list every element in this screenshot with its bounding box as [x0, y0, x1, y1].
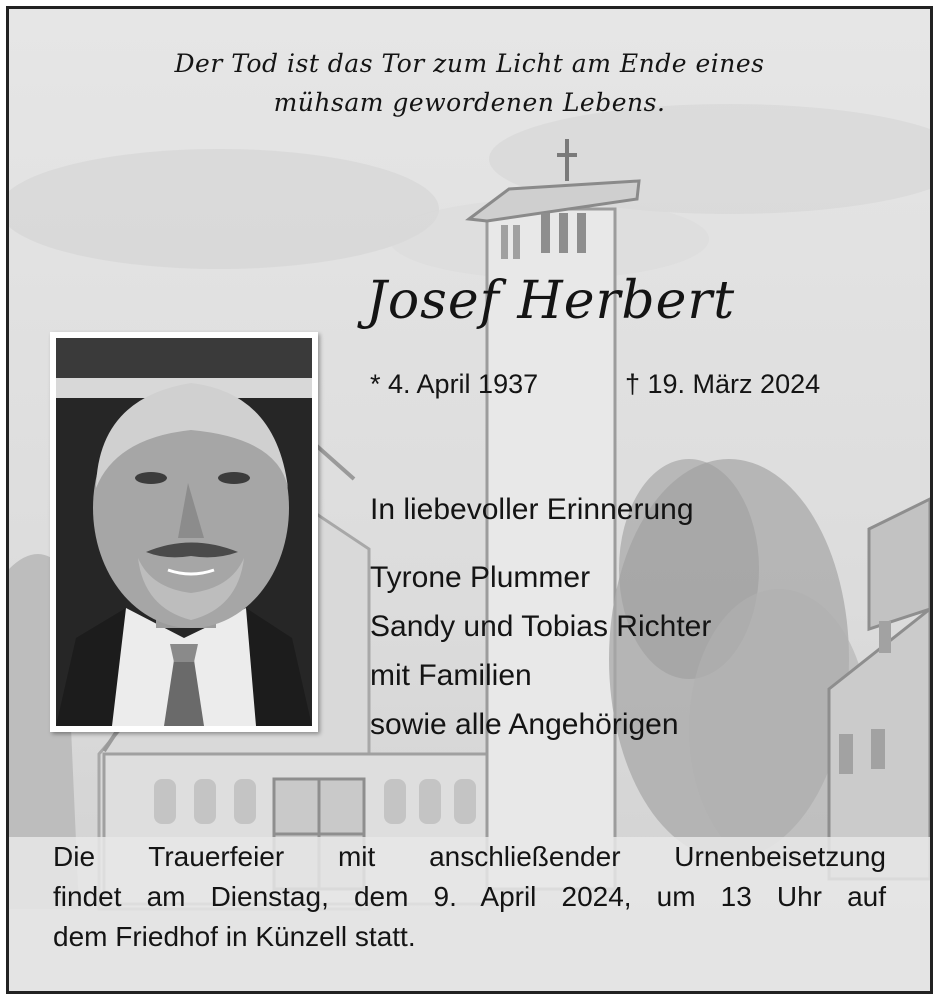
obituary-notice — [6, 6, 933, 994]
mourner-line: mit Familien — [370, 659, 532, 692]
mourner-line: Tyrone Plummer — [370, 561, 591, 594]
motto-line-2: mühsam gewordenen Lebens. — [273, 88, 666, 117]
deceased-name: Josef Herbert — [366, 271, 736, 331]
funeral-info-line: findet am Dienstag, dem 9. April 2024, um 13 Uhr auf — [53, 881, 886, 912]
mourner-line: sowie alle Angehörigen — [370, 708, 679, 741]
portrait-photo-frame — [50, 332, 318, 732]
motto-line-1: Der Tod ist das Tor zum Licht am Ende eines — [174, 49, 765, 78]
funeral-info-line: dem Friedhof in Künzell statt. — [53, 921, 416, 952]
funeral-info-line: Die Trauerfeier mit anschließender Urnenbeisetzung — [53, 841, 886, 872]
mourner-line: Sandy und Tobias Richter — [370, 610, 712, 643]
portrait-photo — [56, 338, 312, 726]
birth-date: * 4. April 1937 — [370, 369, 539, 399]
memory-heading: In liebevoller Erinnerung — [370, 493, 694, 526]
death-date: † 19. März 2024 — [625, 369, 821, 399]
